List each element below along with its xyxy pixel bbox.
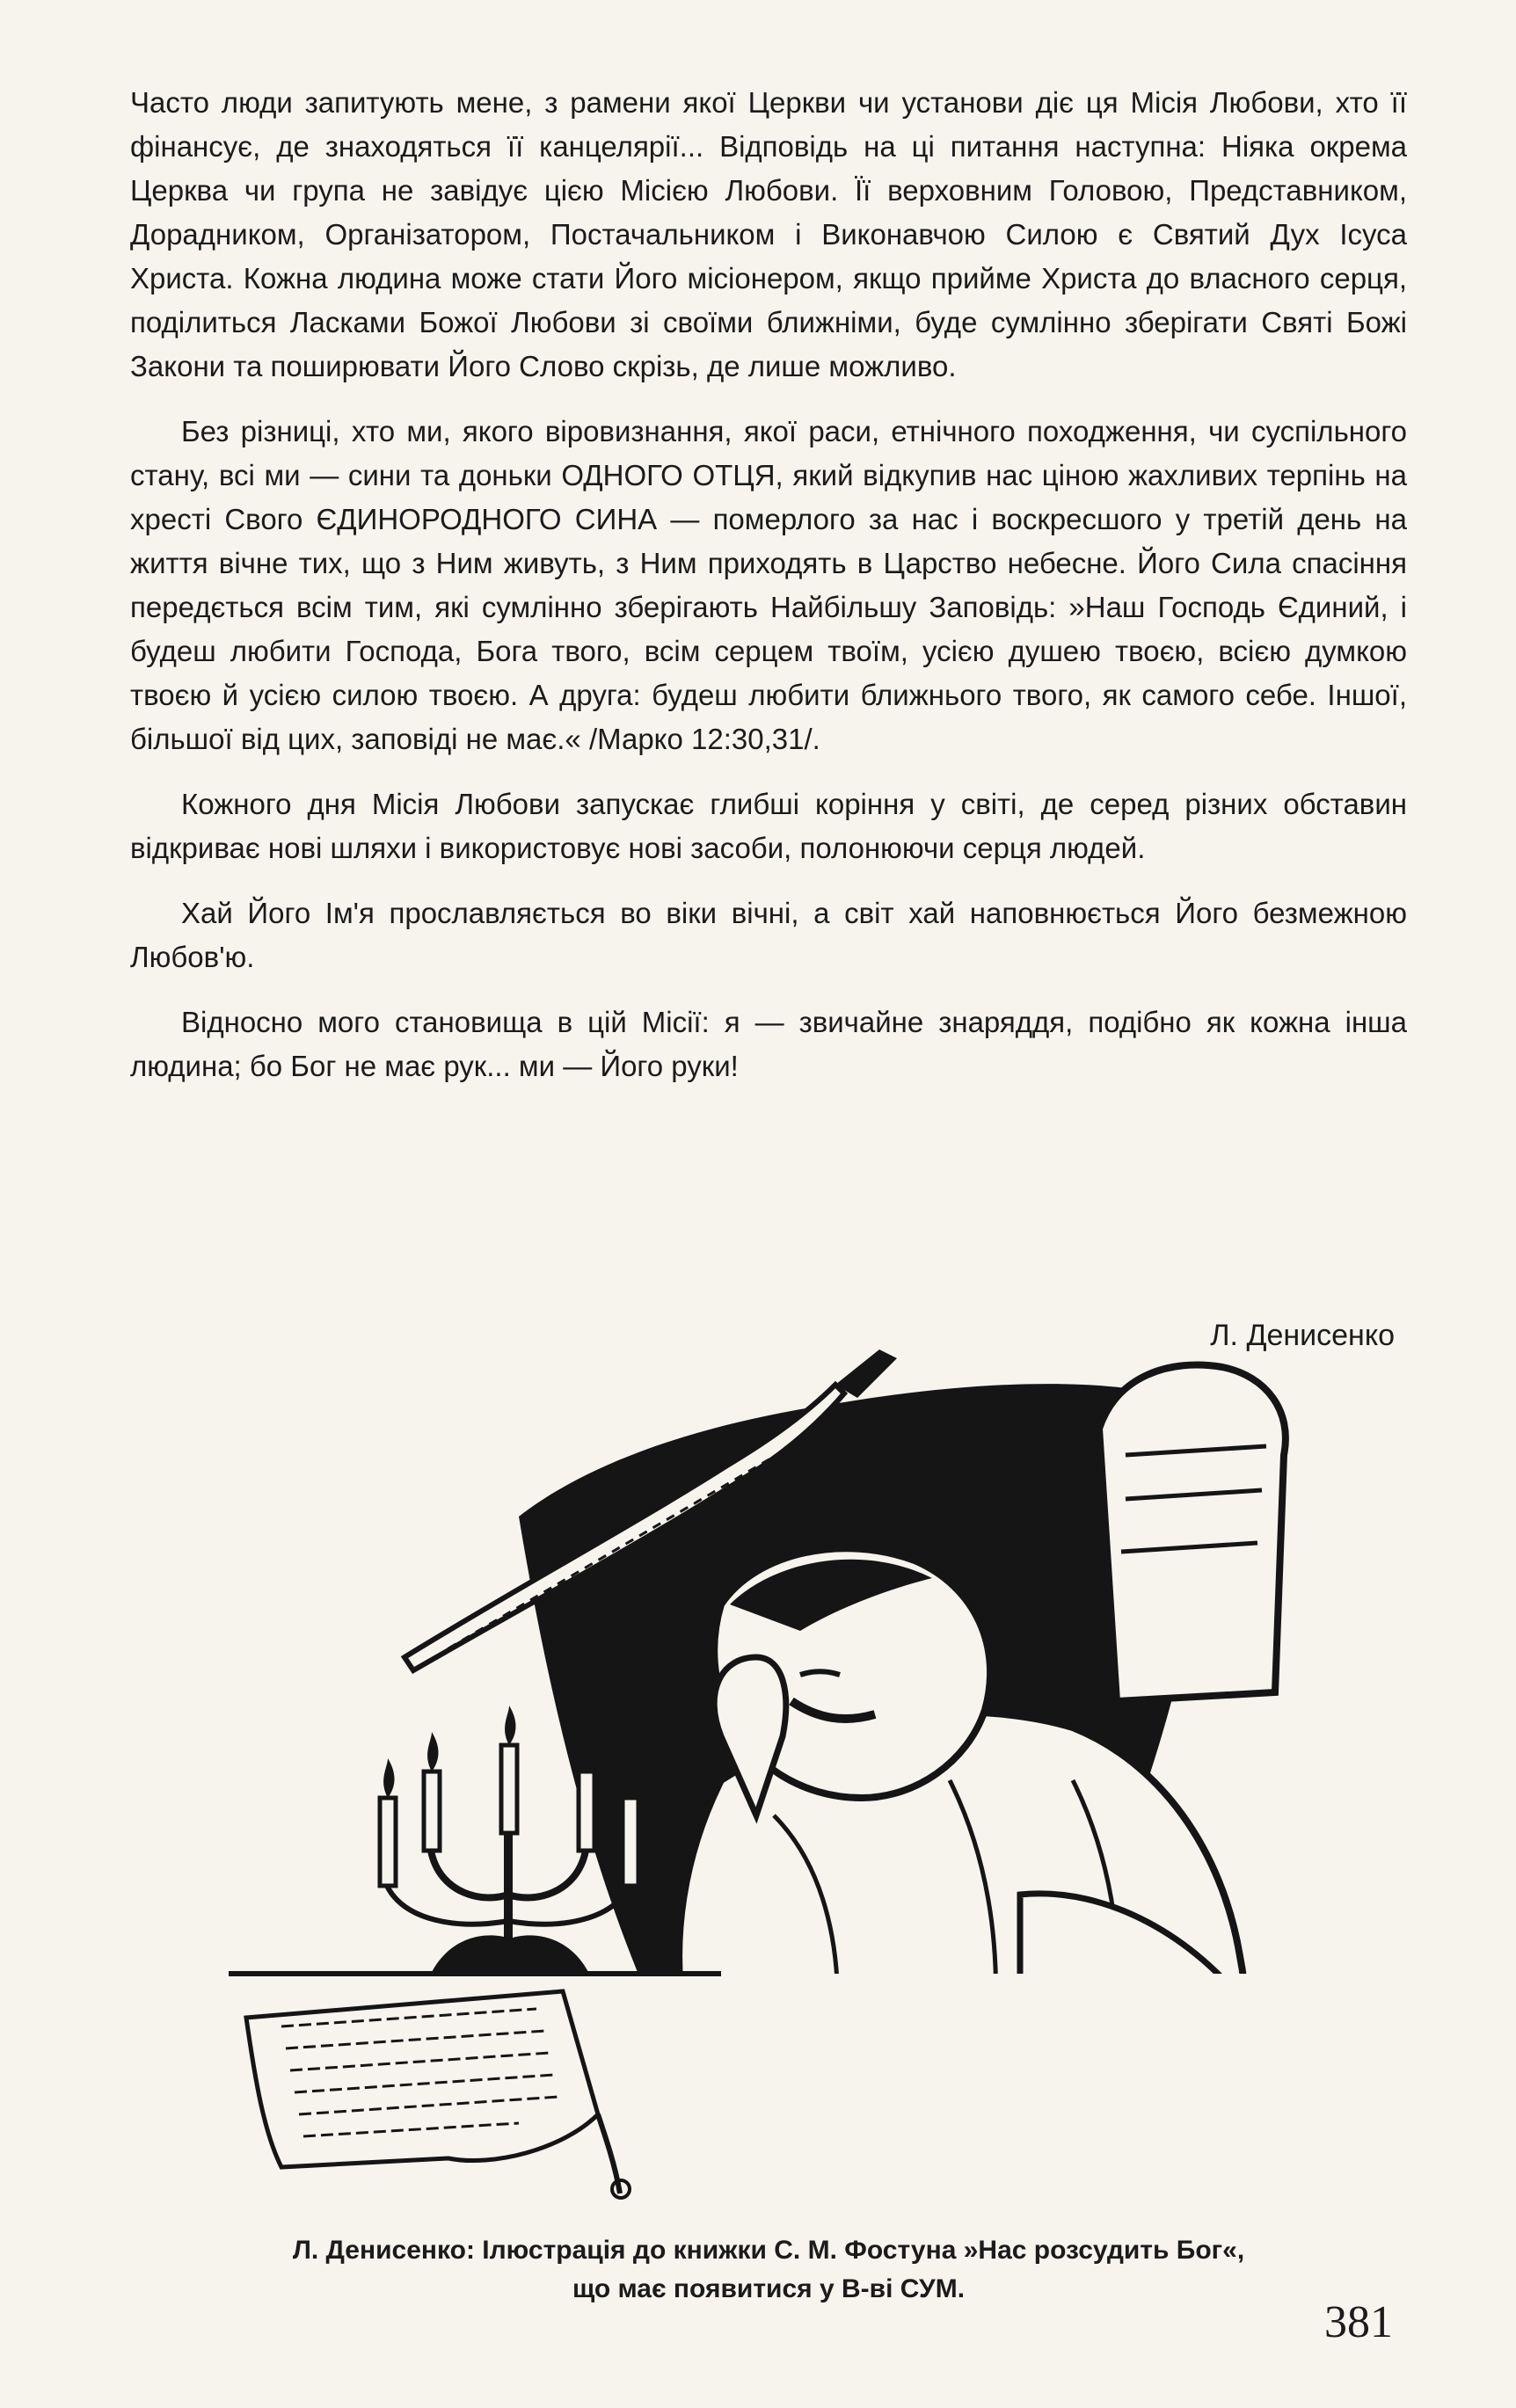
- caption-line-2: що має появитися у В-ві СУМ.: [572, 2274, 966, 2303]
- caption-line-1: Л. Денисенко: Ілюстрація до книжки С. М. Фостуна »Нас розсудить Бог«,: [292, 2236, 1245, 2265]
- illustration-caption: [130, 2231, 1407, 2309]
- paragraph-2: Без різниці, хто ми, якого віровизнання, якої раси, етнічного походження, чи суспільного стану, всі ми — сини та доньки ОДНОГО ОТЦЯ, який відкупив нас ціною жахливих терпінь на хресті Свого ЄДИНОРОДНОГО СИНА — померлого за нас і воскресшого у третій день на життя вічне тих, що з Ним живуть, з Ним приходять в Царство небесне. Його Сила спасіння передється всім тим, які сумлінно зберігають Найбільшу Заповідь: »Наш Господь Єдиний, і будеш любити Господа, Бога твого, всім серцем твоїм, усією душею твоєю, всією думкою твоєю й усією силою твоєю. А друга: будеш любити ближнього твого, як самого себе. Іншої, більшої від цих, заповіді не має.« /Марко 12:30,31/.: [130, 415, 1407, 755]
- paragraph-5: Відносно мого становища в цій Місії: я — звичайне знаряддя, подібно як кожна інша людина; бо Бог не має рук... ми — Його руки!: [130, 1006, 1407, 1082]
- author-signature: Л. Денисенко: [1210, 1319, 1395, 1352]
- paragraph-1: Часто люди запитують мене, з рамени якої Церкви чи установи діє ця Місія Любови, хто її фінансує, де знаходяться її канцелярії... Відповідь на ці питання наступна: Ніяка окрема Церква чи група не завідує цією Місією Любови. Її верховним Головою, Представником, Дорадником, Організатором, Постачальником і Виконавчою Силою є Святий Дух Ісуса Христа. Кожна людина може стати Його місіонером, якщо прийме Христа до власного серця, поділиться Ласками Божої Любови зі своїми ближніми, буде сумлінно зберігати Святі Божі Закони та поширювати Його Слово скрізь, де лише можливо.: [130, 86, 1407, 382]
- illustration-man-with-candles: [229, 1323, 1398, 2202]
- body-text: [130, 81, 1407, 1088]
- page-number: 381: [1324, 2297, 1393, 2347]
- paragraph-3: Кожного дня Місія Любови запускає глибші коріння у світі, де серед різних обставин відкриває нові шляхи і використовує нові засоби, полонюючи серця людей.: [130, 788, 1407, 864]
- paragraph-4: Хай Його Ім'я прославляється во віки вічні, а світ хай наповнюється Його безмежною Любов'ю.: [130, 897, 1407, 973]
